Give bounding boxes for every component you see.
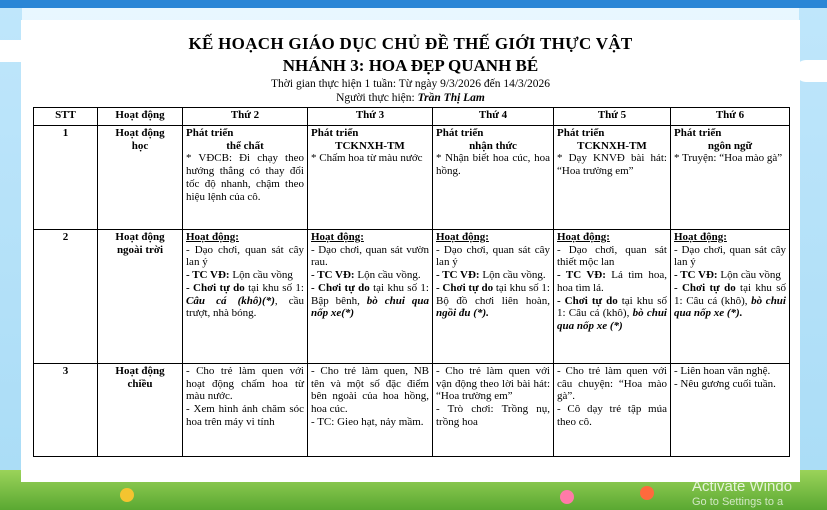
right-background — [799, 8, 827, 510]
plan-cell: Phát triển nhận thức * Nhận biết hoa cúc, hoa hồng. — [433, 126, 554, 230]
header-day: Thứ 4 — [433, 108, 554, 126]
table-row — [34, 126, 790, 230]
header-day: Thứ 5 — [554, 108, 671, 126]
header-day: Thứ 6 — [671, 108, 790, 126]
plan-cell: Hoạt động: - Dạo chơi, quan sát thiết mộc lan - TC VĐ: Lá tìm hoa, hoa tìm lá. - Chơi tự do tại khu số 1: Câu cá (khô), bò chui qua nốp xe (*) — [554, 230, 671, 364]
top-frame-bar — [0, 0, 827, 8]
table-row — [34, 364, 790, 457]
document-sheet — [21, 20, 800, 482]
header-day: Thứ 3 — [308, 108, 433, 126]
plan-table — [33, 107, 790, 457]
stt-cell: 2 — [34, 230, 98, 364]
plan-cell: Phát triển thể chất * VĐCB: Đi chạy theo hướng thẳng có thay đổi tốc độ nhanh, chậm theo hiệu lệnh của cô. — [183, 126, 308, 230]
plan-cell: - Cho trẻ làm quen, NB tên và một số đặc điểm bên ngoài của hoa hồng, hoa cúc. - TC: Gieo hạt, nảy mầm. — [308, 364, 433, 457]
flower-decoration — [120, 488, 134, 502]
activity-cell: Hoạt động ngoài trời — [98, 230, 183, 364]
activation-watermark-sub: Go to Settings to a — [692, 496, 784, 508]
header-stt: STT — [34, 108, 98, 126]
plan-cell: - Cho trẻ làm quen với hoạt động chấm hoa từ màu nước. - Xem hình ảnh chăm sóc hoa trên máy vi tính — [183, 364, 308, 457]
stt-cell: 1 — [34, 126, 98, 230]
plan-cell: Hoạt động: - Dạo chơi, quan sát cây lan ý - TC VĐ: Lộn cầu vồng - Chơi tự do tại khu số 1: Câu cá (khô)(*), cầu trượt, nhà bóng. — [183, 230, 308, 364]
time-line: Thời gian thực hiện 1 tuần: Từ ngày 9/3/2026 đến 14/3/2026 — [271, 78, 550, 90]
left-background — [0, 8, 22, 510]
activity-cell: Hoạt động chiều — [98, 364, 183, 457]
table-header-row — [34, 108, 790, 126]
stt-cell: 3 — [34, 364, 98, 457]
flower-decoration — [560, 490, 574, 504]
plan-cell: Phát triển ngôn ngữ * Truyện: “Hoa mào gà” — [671, 126, 790, 230]
plan-cell: - Cho trẻ làm quen với câu chuyện: “Hoa mào gà”. - Cô dạy trẻ tập múa theo cô. — [554, 364, 671, 457]
plan-cell: - Liên hoan văn nghệ. - Nêu gương cuối tuần. — [671, 364, 790, 457]
plan-cell: Phát triển TCKNXH-TM * Dạy KNVĐ bài hát: “Hoa trường em” — [554, 126, 671, 230]
document-subtitle: NHÁNH 3: HOA ĐẸP QUANH BÉ — [282, 56, 539, 75]
plan-cell: Hoạt động: - Dạo chơi, quan sát cây lan ý - TC VĐ: Lộn cầu vồng - Chơi tự do tại khu số 1: Câu cá (khô), bò chui qua nốp xe (*). — [671, 230, 790, 364]
header-activity: Hoạt động — [98, 108, 183, 126]
activity-cell: Hoạt động học — [98, 126, 183, 230]
plan-cell: - Cho trẻ làm quen với vận động theo lời bài hát: “Hoa trường em” - Trò chơi: Trồng nụ, trồng hoa — [433, 364, 554, 457]
flower-decoration — [640, 486, 654, 500]
plan-cell: Phát triển TCKNXH-TM * Chấm hoa từ màu nước — [308, 126, 433, 230]
header-day: Thứ 2 — [183, 108, 308, 126]
person-line: Người thực hiện: Trần Thị Lam — [336, 92, 485, 104]
table-row — [34, 230, 790, 364]
person-name: Trần Thị Lam — [417, 92, 485, 104]
activation-watermark: Activate Windo — [692, 478, 793, 495]
document-title: KẾ HOẠCH GIÁO DỤC CHỦ ĐỀ THẾ GIỚI THỰC VẬT — [188, 34, 633, 53]
plan-cell: Hoạt động: - Dạo chơi, quan sát cây lan ý - TC VĐ: Lộn cầu vồng. - Chơi tự do tại khu số 1: Bộ đồ chơi liên hoàn, ngồi đu (*). — [433, 230, 554, 364]
plan-cell: Hoạt động: - Dạo chơi, quan sát vườn rau. - TC VĐ: Lộn cầu vồng. - Chơi tự do tại khu số 1: Bập bênh, bò chui qua nốp xe(*) — [308, 230, 433, 364]
